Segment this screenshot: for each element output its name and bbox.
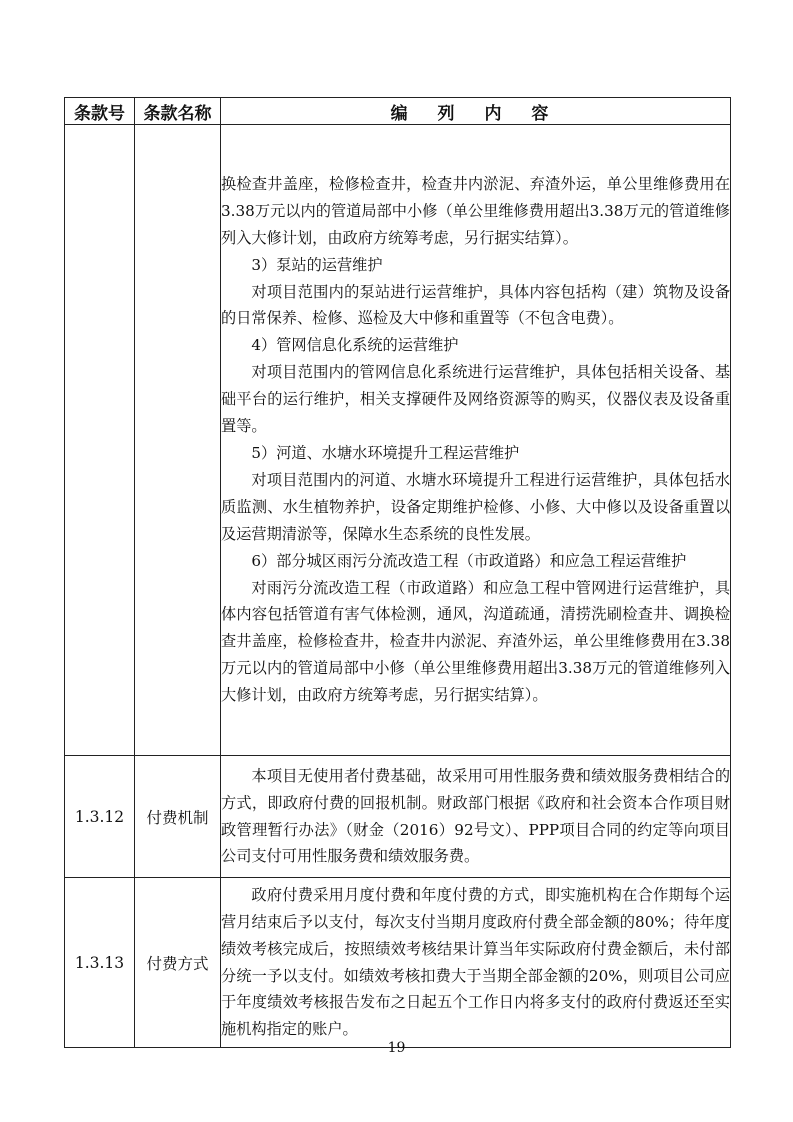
clause-content — [221, 125, 731, 756]
table-row — [65, 878, 731, 1048]
header-clause-name: 条款名称 — [135, 98, 221, 125]
header-content: 编 列 内 容 — [221, 98, 731, 125]
paragraph: 对项目范围内的河道、水塘水环境提升工程进行运营维护，具体包括水质监测、水生植物养护，设备定期维护检修、小修、大中修以及设备重置以及运营期清淤等，保障水生态系统的良性发展。 — [221, 470, 730, 543]
paragraph: 对项目范围内的管网信息化系统进行运营维护，具体包括相关设备、基础平台的运行维护，相关支撑硬件及网络资源等的购买，仪器仪表及设备重置等。 — [221, 363, 730, 436]
clause-number — [65, 125, 135, 756]
subheading: 5）河道、水塘水环境提升工程运营维护 — [251, 444, 520, 462]
paragraph: 对雨污分流改造工程（市政道路）和应急工程中管网进行运营维护，具体内容包括管道有害气体检测，通风，沟道疏通，清捞洗刷检查井、调换检查井盖座，检修检查井，检查井内淤泥、弃渣外运，单公里维修费用在3.38万元以内的管道局部中小修（单公里维修费用超出3.38万元的管道维修列入大修计划，由政府方统筹考虑，另行据实结算）。 — [221, 578, 730, 705]
subheading: 4）管网信息化系统的运营维护 — [251, 336, 459, 355]
page-number: 19 — [387, 1040, 406, 1056]
subheading: 6）部分城区雨污分流改造工程（市政道路）和应急工程运营维护 — [251, 551, 687, 570]
clause-name: 付费方式 — [135, 878, 221, 1048]
clause-name — [135, 125, 221, 756]
clause-content — [221, 756, 731, 878]
clause-name: 付费机制 — [135, 756, 221, 878]
header-clause-number: 条款号 — [65, 98, 135, 125]
clause-number: 1.3.13 — [65, 878, 135, 1048]
paragraph: 对项目范围内的泵站进行运营维护，具体内容包括构（建）筑物及设备的日常保养、检修、巡检及大中修和重置等（不包含电费）。 — [221, 282, 730, 328]
table-row — [65, 125, 731, 756]
clause-content — [221, 878, 731, 1048]
table-header-row — [65, 98, 731, 125]
paragraph: 政府付费采用月度付费和年度付费的方式，即实施机构在合作期每个运营月结束后予以支付，每次支付当期月度政府付费全部金额的80%；待年度绩效考核完成后，按照绩效考核结果计算当年实际政府付费金额后，未付部分统一予以支付。如绩效考核扣费大于当期全部金额的20%，则项目公司应于年度绩效考核报告发布之日起五个工作日内将多支付的政府付费返还至实施机构指定的账户。 — [221, 885, 730, 1039]
table-row — [65, 756, 731, 878]
paragraph: 本项目无使用者付费基础，故采用可用性服务费和绩效服务费相结合的方式，即政府付费的回报机制。财政部门根据《政府和社会资本合作项目财政管理暂行办法》（财金（2016）92号文）、PPP项目合同的约定等向项目公司支付可用性服务费和绩效服务费。 — [221, 766, 730, 866]
clause-number: 1.3.12 — [65, 756, 135, 878]
paragraph: 换检查井盖座，检修检查井，检查井内淤泥、弃渣外运，单公里维修费用在3.38万元以内的管道局部中小修（单公里维修费用超出3.38万元的管道维修列入大修计划，由政府方统筹考虑，另行据实结算）。 — [221, 174, 730, 247]
clause-table — [64, 97, 731, 1048]
subheading: 3）泵站的运营维护 — [251, 255, 383, 274]
